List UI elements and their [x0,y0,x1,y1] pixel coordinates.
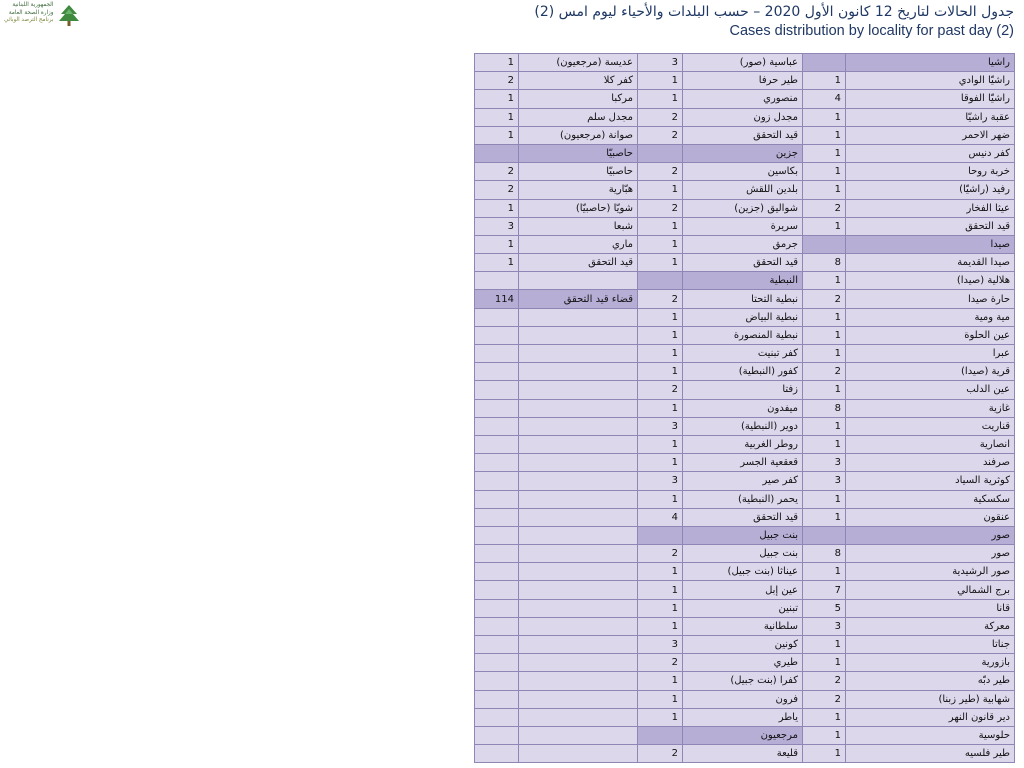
case-count-cell: 1 [803,272,846,290]
case-count-cell: 3 [638,472,683,490]
locality-cell [519,435,638,453]
table-row [475,126,1015,144]
case-count-cell: 1 [803,345,846,363]
case-count-cell: 1 [638,672,683,690]
locality-cell: كفرا (بنت جبيل) [683,672,803,690]
locality-cell: خربة روحا [846,163,1015,181]
locality-cell: بكاسين [683,163,803,181]
case-count-cell: 3 [803,454,846,472]
locality-cell [519,708,638,726]
locality-cell: عقبة راشيّا [846,108,1015,126]
case-count-cell: 1 [475,90,519,108]
locality-cell [519,563,638,581]
case-count-cell: 1 [803,636,846,654]
table-row [475,508,1015,526]
table-row [475,144,1015,162]
case-count-cell: 1 [803,217,846,235]
case-count-cell: 1 [803,326,846,344]
table-row [475,272,1015,290]
table-row [475,417,1015,435]
case-count-cell: 1 [803,72,846,90]
locality-cell: صور الرشيدية [846,563,1015,581]
table-row [475,235,1015,253]
case-count-cell: 1 [803,144,846,162]
locality-cell: هلالية (صيدا) [846,272,1015,290]
locality-cell: قيد التحقق [683,254,803,272]
case-count-cell: 1 [475,254,519,272]
case-count-cell: 1 [803,745,846,763]
case-count-cell: 2 [638,745,683,763]
case-count-cell: 1 [638,363,683,381]
case-count-cell [803,235,846,253]
cases-table-body [475,54,1015,763]
case-count-cell: 3 [638,636,683,654]
case-count-cell: 1 [475,199,519,217]
case-count-cell [475,581,519,599]
case-count-cell: 2 [638,545,683,563]
locality-cell: شويّا (حاصبيّا) [519,199,638,217]
case-count-cell: 1 [638,581,683,599]
case-count-cell: 1 [803,508,846,526]
ministry-logo [4,2,81,28]
case-count-cell: 1 [803,708,846,726]
district-header-cell: صيدا [846,235,1015,253]
case-count-cell: 1 [803,108,846,126]
locality-cell: كونين [683,636,803,654]
locality-cell: دير قانون النهر [846,708,1015,726]
locality-cell: عديسة (مرجعيون) [519,54,638,72]
case-count-cell: 4 [803,90,846,108]
case-count-cell: 4 [638,508,683,526]
locality-cell: عباسية (صور) [683,54,803,72]
locality-cell: كفور (النبطية) [683,363,803,381]
locality-cell: صوانة (مرجعيون) [519,126,638,144]
locality-cell [519,381,638,399]
locality-cell [519,399,638,417]
locality-cell [519,545,638,563]
locality-cell: معركة [846,617,1015,635]
case-count-cell: 2 [638,163,683,181]
locality-cell: حاصبيّا [519,163,638,181]
logo-line: الجمهورية اللبنانية [12,2,54,8]
case-count-cell: 1 [638,345,683,363]
table-row [475,526,1015,544]
locality-cell: جناتا [846,636,1015,654]
locality-cell [519,726,638,744]
locality-cell: فرون [683,690,803,708]
case-count-cell: 1 [475,126,519,144]
table-row [475,381,1015,399]
case-count-cell: 1 [803,654,846,672]
case-count-cell: 3 [803,617,846,635]
case-count-cell: 1 [638,708,683,726]
case-count-cell: 1 [803,490,846,508]
table-row [475,435,1015,453]
locality-cell: كوثرية السياد [846,472,1015,490]
case-count-cell [475,636,519,654]
locality-cell: نبطية البياض [683,308,803,326]
case-count-cell: 1 [638,563,683,581]
case-count-cell [475,144,519,162]
locality-cell: عين الحلوة [846,326,1015,344]
case-count-cell: 1 [638,435,683,453]
locality-cell [519,654,638,672]
table-row [475,672,1015,690]
case-count-cell [475,308,519,326]
locality-cell: نبطية المنصورة [683,326,803,344]
case-count-cell [475,399,519,417]
locality-cell: بلدين اللقش [683,181,803,199]
case-count-cell [638,272,683,290]
case-count-cell [475,472,519,490]
locality-cell [519,345,638,363]
case-count-cell: 1 [803,563,846,581]
locality-cell [519,636,638,654]
locality-cell: منصوري [683,90,803,108]
table-row [475,345,1015,363]
table-row [475,745,1015,763]
case-count-cell: 8 [803,399,846,417]
locality-cell: صرفند [846,454,1015,472]
locality-cell: شبعا [519,217,638,235]
locality-cell [519,272,638,290]
logo-line: برنامج الترصد الوبائي [4,17,54,23]
cedar-icon [57,4,81,28]
locality-cell: مجدل زون [683,108,803,126]
case-count-cell: 2 [638,290,683,308]
case-count-cell: 1 [638,235,683,253]
locality-cell: برج الشمالي [846,581,1015,599]
cases-table [474,53,1015,763]
case-count-cell: 1 [638,617,683,635]
case-count-cell [475,745,519,763]
case-count-cell: 1 [638,599,683,617]
table-row [475,636,1015,654]
district-header-cell: النبطية [683,272,803,290]
locality-cell: ميفدون [683,399,803,417]
district-header-cell: صور [846,526,1015,544]
case-count-cell: 1 [803,308,846,326]
locality-cell: صور [846,545,1015,563]
case-count-cell [803,526,846,544]
case-count-cell [475,381,519,399]
case-count-cell [475,672,519,690]
locality-cell: سكسكية [846,490,1015,508]
case-count-cell [475,272,519,290]
case-count-cell: 2 [803,690,846,708]
case-count-cell: 1 [475,54,519,72]
district-header-cell: راشيا [846,54,1015,72]
locality-cell: قليعة [683,745,803,763]
locality-cell: بنت جبيل [683,545,803,563]
locality-cell: طير حرفا [683,72,803,90]
case-count-cell: 1 [475,235,519,253]
case-count-cell [475,454,519,472]
table-row [475,545,1015,563]
case-count-cell: 5 [803,599,846,617]
logo-line: وزارة الصحة العامة [8,9,54,16]
locality-cell: شهابية (طير زبنا) [846,690,1015,708]
locality-cell: قانا [846,599,1015,617]
case-count-cell: 1 [475,108,519,126]
table-row [475,90,1015,108]
locality-cell: ماري [519,235,638,253]
locality-cell: صيدا القديمة [846,254,1015,272]
case-count-cell: 2 [803,672,846,690]
table-row [475,581,1015,599]
locality-cell: قعقعية الجسر [683,454,803,472]
case-count-cell: 2 [638,108,683,126]
locality-cell [519,690,638,708]
case-count-cell: 1 [638,690,683,708]
locality-cell: انصارية [846,435,1015,453]
case-count-cell [475,508,519,526]
locality-cell [519,472,638,490]
case-count-cell [475,617,519,635]
logo-text [4,2,53,25]
case-count-cell: 7 [803,581,846,599]
case-count-cell [475,363,519,381]
locality-cell: دوير (النبطية) [683,417,803,435]
locality-cell: قناريت [846,417,1015,435]
table-row [475,108,1015,126]
locality-cell: قيد التحقق [683,126,803,144]
locality-cell: عيثا الفخار [846,199,1015,217]
case-count-cell [475,563,519,581]
case-count-cell: 1 [638,254,683,272]
table-row [475,454,1015,472]
locality-cell: راشيّا الوادي [846,72,1015,90]
locality-cell: مية ومية [846,308,1015,326]
case-count-cell [803,54,846,72]
locality-cell: مركبا [519,90,638,108]
case-count-cell: 2 [638,126,683,144]
table-row [475,490,1015,508]
case-count-cell: 3 [638,54,683,72]
locality-cell [519,326,638,344]
locality-cell [519,508,638,526]
locality-cell: حارة صيدا [846,290,1015,308]
case-count-cell: 3 [803,472,846,490]
table-row [475,599,1015,617]
case-count-cell: 8 [803,254,846,272]
table-row [475,726,1015,744]
case-count-cell: 1 [803,381,846,399]
case-count-cell: 1 [638,454,683,472]
table-row [475,308,1015,326]
locality-cell [519,363,638,381]
locality-cell: قيد التحقق [519,254,638,272]
case-count-cell [638,726,683,744]
locality-cell [519,745,638,763]
locality-cell: طير فلسيه [846,745,1015,763]
table-row [475,290,1015,308]
table-row [475,254,1015,272]
locality-cell: ضهر الاحمر [846,126,1015,144]
locality-cell: تبنين [683,599,803,617]
case-count-cell: 1 [638,326,683,344]
table-row [475,708,1015,726]
locality-cell: مجدل سلم [519,108,638,126]
locality-cell: عبرا [846,345,1015,363]
case-count-cell: 2 [475,72,519,90]
case-count-cell: 2 [803,290,846,308]
case-count-cell: 2 [638,654,683,672]
case-count-cell: 1 [803,417,846,435]
locality-cell: ياطر [683,708,803,726]
locality-cell: قيد التحقق [846,217,1015,235]
case-count-cell [638,526,683,544]
case-count-cell [475,545,519,563]
case-count-cell: 1 [803,435,846,453]
district-header-cell: قضاء قيد التحقق [519,290,638,308]
case-count-cell: 2 [638,381,683,399]
case-count-cell: 8 [803,545,846,563]
case-count-cell [475,690,519,708]
case-count-cell: 2 [803,199,846,217]
locality-cell: هبّارية [519,181,638,199]
table-row [475,54,1015,72]
case-count-cell: 1 [803,126,846,144]
locality-cell: رفيد (راشيّا) [846,181,1015,199]
table-row [475,181,1015,199]
locality-cell: سلطانية [683,617,803,635]
locality-cell: جرمق [683,235,803,253]
table-row [475,617,1015,635]
page-title-arabic: جدول الحالات لتاريخ 12 كانون الأول 2020 – حسب البلدات والأحياء ليوم امس (2) [534,4,1014,20]
locality-cell: طير دبّه [846,672,1015,690]
locality-cell: كفر تبنيت [683,345,803,363]
locality-cell [519,581,638,599]
case-count-cell: 1 [638,90,683,108]
case-count-cell: 2 [803,363,846,381]
locality-cell: شواليق (جزين) [683,199,803,217]
locality-cell: عين إبل [683,581,803,599]
case-count-cell: 3 [638,417,683,435]
locality-cell: سريرة [683,217,803,235]
case-count-cell [475,726,519,744]
table-row [475,217,1015,235]
case-count-cell: 1 [803,163,846,181]
case-count-cell [475,708,519,726]
table-row [475,326,1015,344]
table-row [475,563,1015,581]
case-count-cell [475,599,519,617]
case-count-cell: 2 [638,199,683,217]
table-row [475,72,1015,90]
case-count-cell: 1 [638,308,683,326]
locality-cell: عين الدلب [846,381,1015,399]
case-count-cell: 1 [638,217,683,235]
locality-cell: غازية [846,399,1015,417]
case-count-cell [475,654,519,672]
locality-cell: راشيّا الفوقا [846,90,1015,108]
locality-cell: زفتا [683,381,803,399]
case-count-cell: 1 [638,399,683,417]
locality-cell [519,454,638,472]
locality-cell: بازورية [846,654,1015,672]
locality-cell [519,417,638,435]
case-count-cell: 114 [475,290,519,308]
locality-cell: عنقون [846,508,1015,526]
table-row [475,199,1015,217]
locality-cell [519,308,638,326]
locality-cell: قرية (صيدا) [846,363,1015,381]
district-header-cell: بنت جبيل [683,526,803,544]
locality-cell [519,599,638,617]
table-row [475,472,1015,490]
case-count-cell: 1 [638,181,683,199]
locality-cell: روطر الغربية [683,435,803,453]
case-count-cell: 1 [638,72,683,90]
locality-cell: طيري [683,654,803,672]
case-count-cell: 1 [638,490,683,508]
locality-cell: نبطية التحتا [683,290,803,308]
case-count-cell: 3 [475,217,519,235]
locality-cell: كفر كلا [519,72,638,90]
case-count-cell [475,526,519,544]
locality-cell [519,526,638,544]
locality-cell: يحمر (النبطية) [683,490,803,508]
case-count-cell [475,435,519,453]
case-count-cell: 1 [803,726,846,744]
case-count-cell: 2 [475,181,519,199]
case-count-cell [475,345,519,363]
district-header-cell: جزين [683,144,803,162]
locality-cell: عيناثا (بنت جبيل) [683,563,803,581]
case-count-cell [475,326,519,344]
locality-cell: قيد التحقق [683,508,803,526]
locality-cell [519,490,638,508]
case-count-cell [475,417,519,435]
case-count-cell [638,144,683,162]
page-title-english: Cases distribution by locality for past day (2) [729,23,1014,39]
locality-cell: كفر دنيس [846,144,1015,162]
table-row [475,163,1015,181]
district-header-cell: حاصبيّا [519,144,638,162]
locality-cell: كفر صير [683,472,803,490]
locality-cell: حلوسية [846,726,1015,744]
district-header-cell: مرجعيون [683,726,803,744]
case-count-cell: 2 [475,163,519,181]
locality-cell [519,672,638,690]
case-count-cell [475,490,519,508]
table-row [475,399,1015,417]
table-row [475,654,1015,672]
locality-cell [519,617,638,635]
table-row [475,363,1015,381]
table-row [475,690,1015,708]
case-count-cell: 1 [803,181,846,199]
